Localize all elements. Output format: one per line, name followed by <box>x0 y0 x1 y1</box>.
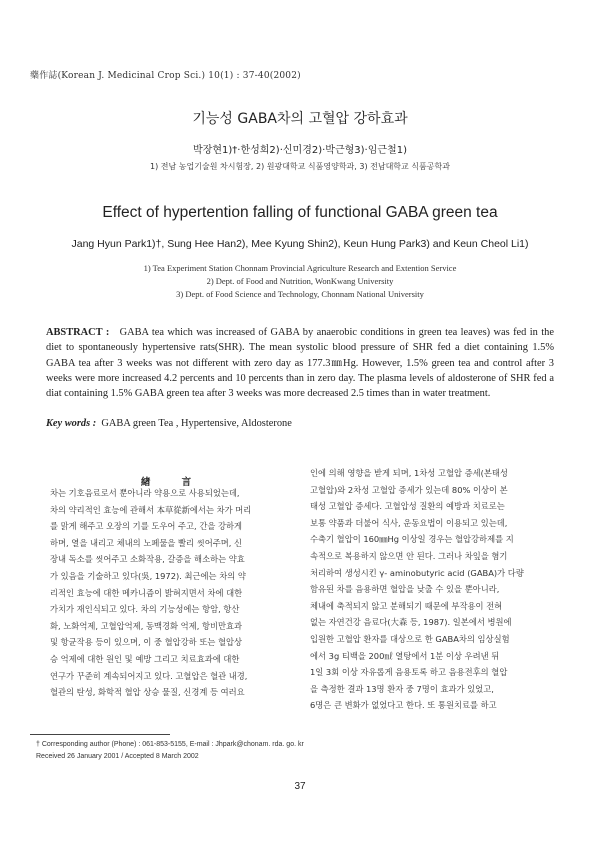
body-line: 입원한 고혈압 환자를 대상으로 한 GABA차의 임상실험 <box>310 633 510 644</box>
body-line: 하며, 열을 내리고 체내의 노페물을 빨리 씻어주며, 신 <box>50 537 243 548</box>
body-line: 을 측정한 결과 13명 환자 중 7명이 효과가 있었고, <box>310 683 494 694</box>
body-line: 6명은 큰 변화가 없었다고 한다. 또 통원치료를 하고 <box>310 700 497 711</box>
body-left-column <box>50 485 296 701</box>
footnote-divider <box>30 734 170 735</box>
body-line: 태성 고혈압 증세다. 고혈압성 질환의 예방과 치료로는 <box>310 501 505 512</box>
body-line: 가치가 재인식되고 있다. 차의 기능성에는 항암, 항산 <box>50 604 240 615</box>
abstract-text: GABA tea which was increased of GABA by anaerobic conditions in green tea leaves) was fed in the diet to spontaneously hypertensive rats(SHR). The mean systolic blood pressure of SHR fed a diet containing 1.5% GABA tea after 3 weeks was not different with zero day as 177.3㎜Hg. However, 1.5% green tea and control after 3 weeks were more increased 4.2 percents and 10 percents than in zero day. The plasma levels of aldosterone of SHR fed a diat containing 1.5% GABA green tea after 3 weeks was more decreased 2.5 times than in water treatment. <box>46 327 554 400</box>
footnote-corresponding-author: † Corresponding author (Phone) : 061-853-5155, E-mail : Jhpark@chonam. rda. go. kr <box>36 741 304 748</box>
body-line: 를 맑게 해주고 오장의 기를 도우어 주고, 간을 강하게 <box>50 521 243 532</box>
affiliation-english-3: 3) Dept. of Food Science and Technology, Chonnam National University <box>176 289 424 299</box>
body-line: 에서 3g 티백을 200㎖ 열탕에서 1분 이상 우려낸 뒤 <box>310 650 500 661</box>
keywords-text: GABA green Tea , Hypertensive, Aldosterone <box>101 418 292 429</box>
body-line: 장내 독소를 씻어주고 소화작용, 갈증을 해소하는 약효 <box>50 554 245 565</box>
title-english: Effect of hypertention falling of functional GABA green tea <box>102 204 498 221</box>
body-line: 화, 노화억제, 고혈압억제, 동맥경화 억제, 항비만효과 <box>50 620 243 631</box>
abstract-label: ABSTRACT : <box>46 327 110 338</box>
authors-english: Jang Hyun Park1)†, Sung Hee Han2), Mee Kyung Shin2), Keun Hung Park3) and Keun Cheol Li1) <box>71 238 529 250</box>
section-heading-introduction: 緖 言 <box>140 477 206 488</box>
body-line: 체내에 축적되지 않고 분해되기 때문에 부작용이 전혀 <box>310 600 503 611</box>
body-line: 고혈압)와 2차성 고혈압 증세가 있는데 80% 이상이 본 <box>310 484 508 495</box>
authors-korean: 박장현1)†·한성희2)·신미경2)·박근형3)·임근철1) <box>193 145 407 156</box>
body-line: 수축기 혈압이 160㎜Hg 이상일 경우는 혈압강하제를 지 <box>310 534 514 545</box>
body-line: 리적인 효능에 대한 메카니즘이 밝혀지면서 차에 대한 <box>50 587 243 598</box>
body-line: 혈관의 탄성, 화학적 혈압 상승 물질, 신경계 등 여러요 <box>50 687 245 698</box>
footnote-received-dates: Received 26 January 2001 / Accepted 8 March 2002 <box>36 753 199 760</box>
body-line: 속적으로 복용하지 않으면 안 된다. 그러나 차잎을 혐기 <box>310 550 508 561</box>
body-line: 차는 기호음료로서 뿐아니라 약용으로 사용되었는데, <box>50 488 240 498</box>
affiliation-english-1: 1) Tea Experiment Station Chonnam Provincial Agriculture Research and Extention Service <box>143 263 457 273</box>
body-line: 승 억제에 대한 원인 및 예방 그리고 치료효과에 대한 <box>50 653 240 664</box>
body-line: 처리하여 생성시킨 γ- aminobutyric acid (GABA)가 다량 <box>310 567 524 578</box>
body-line: 보통 약품과 더불어 식사, 운동요법이 이용되고 있는데, <box>310 517 508 528</box>
affiliation-english-2: 2) Dept. of Food and Nutrition, WonKwang University <box>206 276 394 286</box>
body-line: 및 항균작용 등이 있으며, 이 중 혈압강하 또는 혈압상 <box>50 637 243 648</box>
journal-citation: 藥作誌(Korean J. Medicinal Crop Sci.) 10(1) : 37-40(2002) <box>30 71 301 81</box>
body-line: 없는 자연건강 음료다(大森 등, 1987). 일본에서 병원에 <box>310 617 512 628</box>
keywords-label: Key words : <box>46 418 97 429</box>
keywords <box>46 418 292 429</box>
title-korean: 기능성 GABA차의 고혈압 강하효과 <box>192 111 408 127</box>
abstract <box>46 325 554 401</box>
page-number: 37 <box>294 781 306 792</box>
body-right-column <box>310 465 556 714</box>
body-line: 차의 약리적인 효능에 관해서 本草從新에서는 차가 머리 <box>50 504 252 515</box>
body-line: 함유된 차를 음용하면 혈압을 낮출 수 있을 뿐아니라, <box>310 584 500 595</box>
body-line: 1일 3회 이상 자유롭게 음용토록 하고 음용전후의 혈압 <box>310 667 508 678</box>
body-line: 가 있음을 기술하고 있다(吳, 1972). 최근에는 차의 약 <box>50 570 246 581</box>
body-line: 연구가 꾸준히 계속되어지고 있다. 고혈압은 혈관 내경, <box>50 670 248 681</box>
body-line: 인에 의해 영향을 받게 되며, 1차성 고혈압 증세(본태성 <box>310 468 508 478</box>
affiliations-korean: 1) 전남 농업기술원 차시험장, 2) 원광대학교 식품영양학과, 3) 전남대학교 식품공학과 <box>150 162 450 171</box>
